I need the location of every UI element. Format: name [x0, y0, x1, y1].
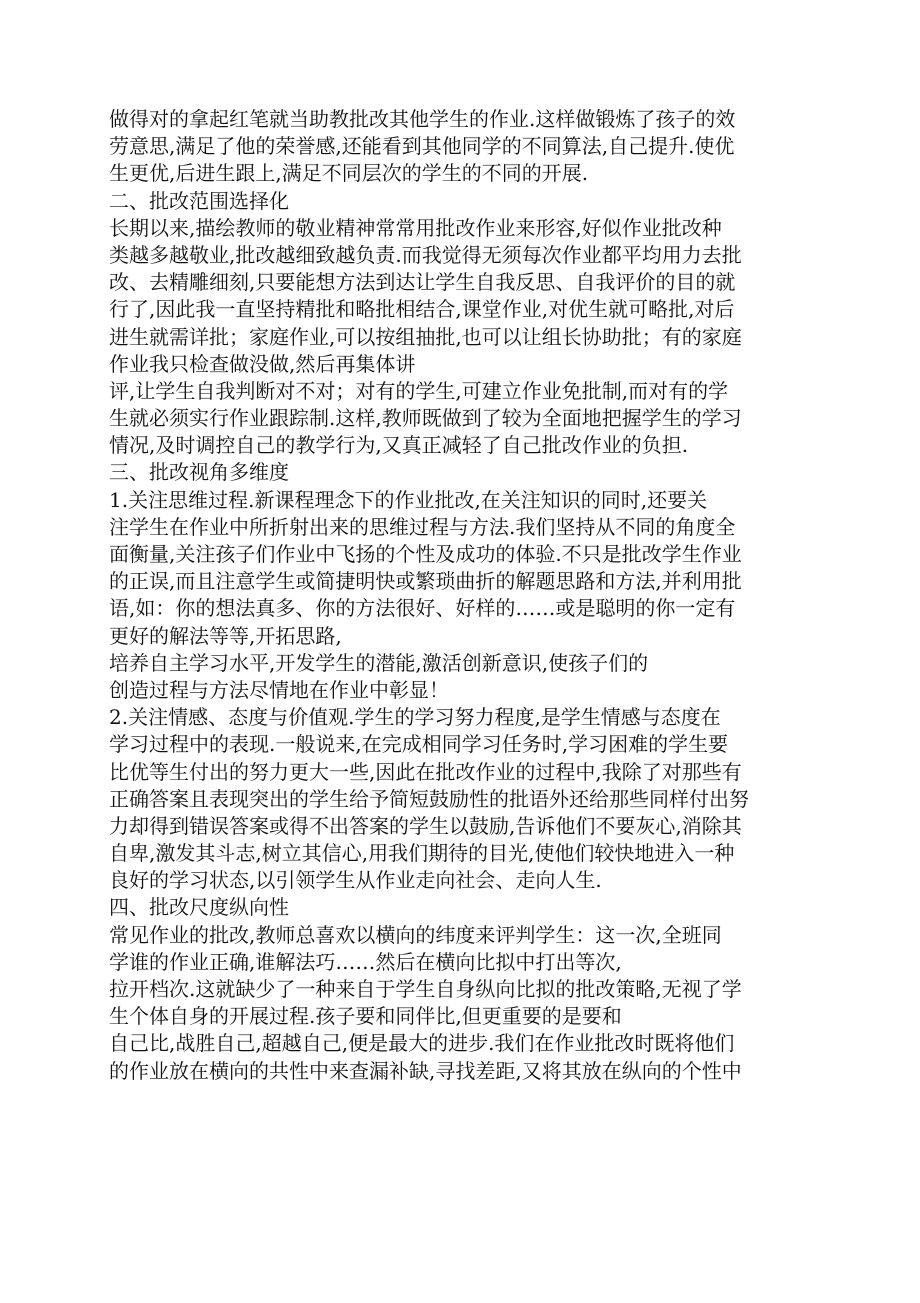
text-line: 自己比,战胜自己,超越自己,便是最大的进步.我们在作业批改时既将他们	[109, 1031, 735, 1056]
text-line: 生个体自身的开展过程.孩子要和同伴比,但更重要的是要和	[109, 1004, 622, 1029]
text-line: 生就必须实行作业跟踪制.这样,教师既做到了较为全面地把握学生的学习	[109, 406, 742, 431]
text-line: 进生就需详批；家庭作业,可以按组抽批,也可以让组长协助批；有的家庭	[109, 324, 742, 349]
text-line: 长期以来,描绘教师的敬业精神常常用批改作业来形容,好似作业批改种	[109, 215, 722, 240]
text-line: 改、去精雕细刻,只要能想方法到达让学生自我反思、自我评价的目的就	[109, 270, 736, 295]
text-line: 学习过程中的表现.一般说来,在完成相同学习任务时,学习困难的学生要	[109, 732, 729, 757]
text-line: 行了,因此我一直坚持精批和略批相结合,课堂作业,对优生就可略批,对后	[109, 297, 735, 322]
text-line: 创造过程与方法尽情地在作业中彰显！	[109, 677, 449, 702]
section-heading: 四、批改尺度纵向性	[109, 895, 289, 920]
section-heading: 二、批改范围选择化	[109, 188, 289, 213]
text-line: 更好的解法等等,开拓思路,	[109, 623, 342, 648]
text-line: 面衡量,关注孩子们作业中飞扬的个性及成功的体验.不只是批改学生作业	[109, 542, 742, 566]
text-line: 1.关注思维过程.新课程理念下的作业批改,在关注知识的同时,还要关	[109, 487, 708, 512]
text-line: 评,让学生自我判断对不对；对有的学生,可建立作业免批制,而对有的学	[109, 378, 729, 403]
text-line: 劳意思,满足了他的荣誉感,还能看到其他同学的不同算法,自己提升.使优	[109, 134, 735, 159]
text-line: 语,如：你的想法真多、你的方法很好、好样的……或是聪明的你一定有	[109, 596, 736, 621]
text-line: 2.关注情感、态度与价值观.学生的学习努力程度,是学生情感与态度在	[109, 705, 721, 730]
text-line: 力却得到错误答案或得不出答案的学生以鼓励,告诉他们不要灰心,消除其	[109, 813, 742, 838]
section-heading: 三、批改视角多维度	[109, 460, 289, 485]
text-line: 的正误,而且注意学生或简捷明快或繁琐曲折的解题思路和方法,并利用批	[109, 569, 742, 594]
document-body	[109, 106, 789, 1085]
text-line: 常见作业的批改,教师总喜欢以横向的纬度来评判学生：这一次,全班同	[109, 922, 722, 947]
text-line: 正确答案且表现突出的学生给予简短鼓励性的批语外还给那些同样付出努	[109, 786, 749, 811]
text-line: 拉开档次.这就缺少了一种来自于学生自身纵向比拟的批改策略,无视了学	[109, 977, 742, 1001]
text-line: 做得对的拿起红笔就当助教批改其他学生的作业.这样做锻炼了孩子的效	[109, 107, 736, 131]
text-line: 注学生在作业中所折射出来的思维过程与方法.我们坚持从不同的角度全	[109, 514, 736, 539]
text-line: 情况,及时调控自己的教学行为,又真正减轻了自己批改作业的负担.	[109, 433, 689, 458]
text-line: 类越多越敬业,批改越细致越负责.而我觉得无须每次作业都平均用力去批	[109, 242, 742, 267]
text-line: 学谁的作业正确,谁解法巧……然后在横向比拟中打出等次,	[109, 949, 622, 974]
text-line: 生更优,后进生跟上,满足不同层次的学生的不同的开展.	[109, 161, 589, 186]
text-line: 自卑,激发其斗志,树立其信心,用我们期待的目光,使他们较快地进入一种	[109, 841, 735, 866]
text-line: 的作业放在横向的共性中来查漏补缺,寻找差距,又将其放在纵向的个性中	[109, 1058, 742, 1083]
text-line: 比优等生付出的努力更大一些,因此在批改作业的过程中,我除了对那些有	[109, 759, 742, 784]
text-line: 良好的学习状态,以引领学生从作业走向社会、走向人生.	[109, 868, 602, 893]
text-line: 培养自主学习水平,开发学生的潜能,激活创新意识,使孩子们的	[109, 650, 649, 675]
text-line: 作业我只检查做没做,然后再集体讲	[109, 351, 416, 376]
